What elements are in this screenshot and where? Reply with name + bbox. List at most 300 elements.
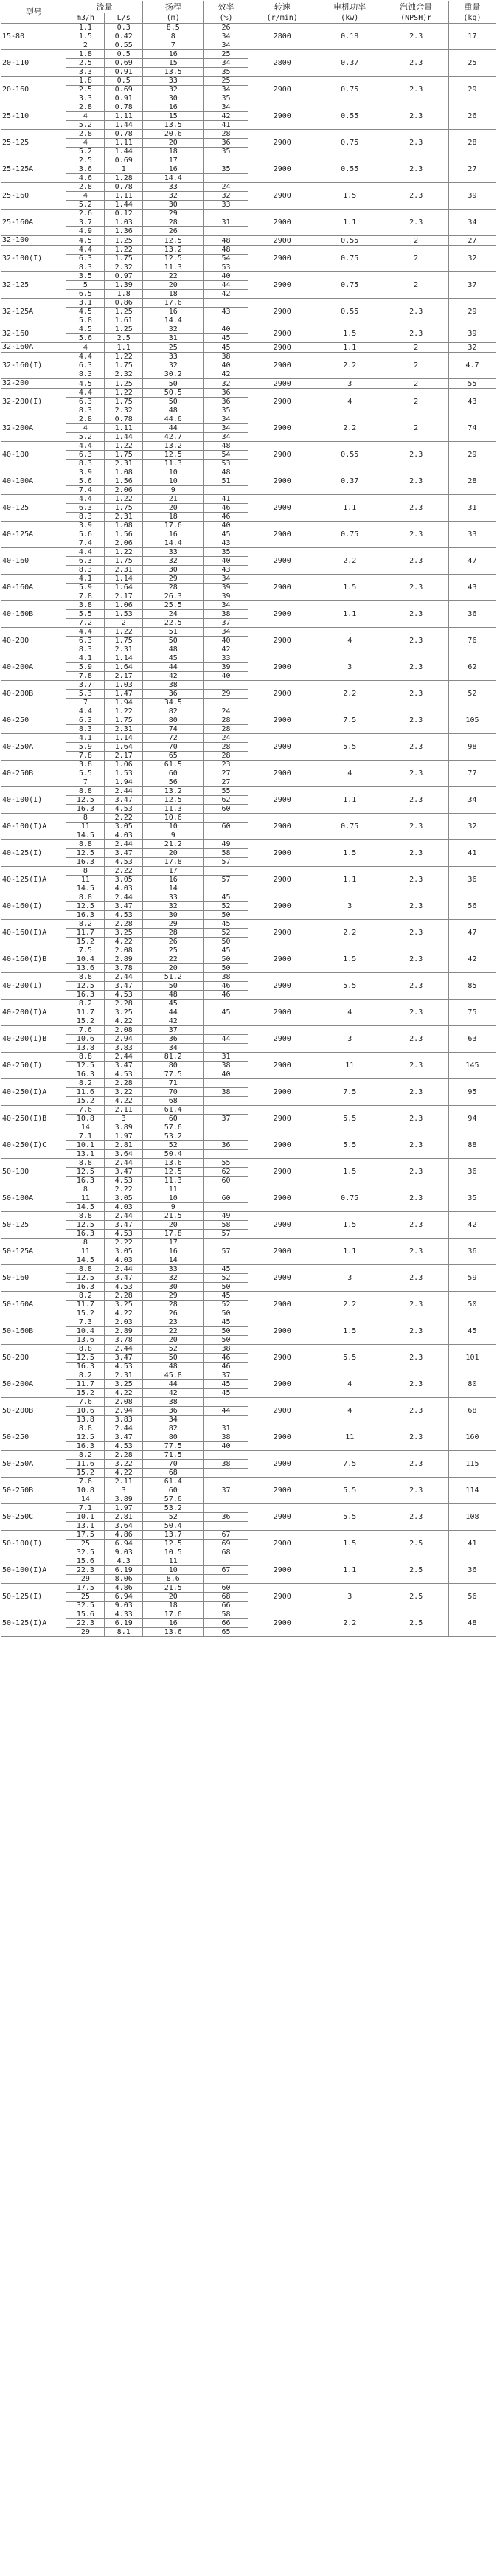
flow-ls-cell: 8.1 — [105, 1628, 143, 1637]
speed-cell: 2900 — [248, 1132, 316, 1159]
flow-ls-cell: 0.69 — [105, 86, 143, 94]
flow-ls-cell: 2.28 — [105, 1079, 143, 1088]
table-row — [1, 814, 496, 823]
model-cell: 40-200A — [1, 654, 66, 681]
efficiency-cell — [204, 486, 248, 495]
efficiency-cell: 43 — [204, 308, 248, 316]
npsh-cell: 2.3 — [383, 442, 448, 468]
flow-ls-cell: 1.56 — [105, 477, 143, 486]
weight-cell: 26 — [448, 103, 496, 130]
head-cell: 31 — [143, 334, 204, 343]
head-cell: 50.5 — [143, 389, 204, 398]
weight-cell: 4.7 — [448, 353, 496, 379]
efficiency-cell — [204, 814, 248, 823]
head-cell: 26 — [143, 938, 204, 946]
flow-m3h-cell: 8.2 — [66, 1451, 105, 1460]
weight-cell: 68 — [448, 1398, 496, 1424]
table-row — [1, 628, 496, 637]
weight-cell: 95 — [448, 1079, 496, 1106]
power-cell: 1.1 — [316, 1557, 383, 1584]
head-cell: 48 — [143, 406, 204, 415]
efficiency-cell — [204, 1185, 248, 1194]
flow-m3h-cell: 2.6 — [66, 210, 105, 218]
head-cell: 10 — [143, 1194, 204, 1203]
model-cell: 50-125A — [1, 1239, 66, 1265]
head-cell: 28 — [143, 1301, 204, 1309]
npsh-cell: 2.3 — [383, 1053, 448, 1079]
head-cell: 29 — [143, 1292, 204, 1301]
flow-ls-cell: 2.32 — [105, 370, 143, 379]
head-cell: 21.5 — [143, 1212, 204, 1221]
npsh-cell: 2.3 — [383, 1371, 448, 1398]
pump-spec-table — [1, 1, 496, 1637]
efficiency-cell — [204, 1000, 248, 1008]
power-cell: 0.75 — [316, 522, 383, 548]
head-cell: 11 — [143, 1557, 204, 1566]
flow-m3h-cell: 2.5 — [66, 156, 105, 165]
model-cell: 20-110 — [1, 50, 66, 77]
flow-m3h-cell: 10.6 — [66, 1035, 105, 1044]
head-cell: 44 — [143, 1008, 204, 1017]
flow-m3h-cell: 7.4 — [66, 486, 105, 495]
efficiency-cell — [204, 316, 248, 325]
flow-m3h-cell: 2.8 — [66, 183, 105, 192]
speed-cell: 2900 — [248, 973, 316, 1000]
efficiency-cell: 35 — [204, 148, 248, 156]
efficiency-cell: 40 — [204, 522, 248, 530]
head-cell: 28 — [143, 584, 204, 592]
efficiency-cell: 45 — [204, 920, 248, 929]
flow-ls-cell: 2.31 — [105, 460, 143, 468]
header-power: 电机功率 — [316, 1, 383, 13]
flow-ls-cell: 6.19 — [105, 1619, 143, 1628]
flow-m3h-cell: 12.5 — [66, 1168, 105, 1177]
model-cell: 40-125 — [1, 495, 66, 522]
head-cell: 32 — [143, 86, 204, 94]
speed-cell: 2900 — [248, 468, 316, 495]
flow-ls-cell: 1.97 — [105, 1504, 143, 1513]
unit-weight: (kg) — [448, 13, 496, 24]
flow-m3h-cell: 17.5 — [66, 1584, 105, 1593]
speed-cell: 2900 — [248, 103, 316, 130]
head-cell: 13.5 — [143, 68, 204, 77]
flow-m3h-cell: 10.1 — [66, 1141, 105, 1150]
head-cell: 16 — [143, 308, 204, 316]
head-cell: 13.6 — [143, 1159, 204, 1168]
table-row — [1, 343, 496, 353]
flow-m3h-cell: 4.1 — [66, 734, 105, 743]
efficiency-cell: 33 — [204, 201, 248, 210]
flow-ls-cell: 4.53 — [105, 858, 143, 867]
model-cell: 50-250 — [1, 1424, 66, 1451]
head-cell: 18 — [143, 1602, 204, 1610]
table-row — [1, 325, 496, 334]
flow-m3h-cell: 4.9 — [66, 227, 105, 236]
model-cell: 50-100 — [1, 1159, 66, 1185]
speed-cell: 2900 — [248, 389, 316, 415]
flow-ls-cell: 1.97 — [105, 1132, 143, 1141]
flow-m3h-cell: 8 — [66, 867, 105, 876]
weight-cell: 77 — [448, 761, 496, 787]
speed-cell: 2900 — [248, 1557, 316, 1584]
weight-cell: 34 — [448, 787, 496, 814]
flow-ls-cell: 0.97 — [105, 272, 143, 281]
flow-m3h-cell: 3.1 — [66, 299, 105, 308]
table-row — [1, 1106, 496, 1115]
head-cell: 9 — [143, 486, 204, 495]
flow-m3h-cell: 32.5 — [66, 1548, 105, 1557]
efficiency-cell: 40 — [204, 1442, 248, 1451]
flow-ls-cell: 1.36 — [105, 227, 143, 236]
model-cell: 40-160B — [1, 601, 66, 628]
flow-m3h-cell: 3.7 — [66, 218, 105, 227]
flow-m3h-cell: 1.5 — [66, 32, 105, 41]
head-cell: 14.4 — [143, 174, 204, 183]
head-cell: 12.5 — [143, 451, 204, 460]
head-cell: 32 — [143, 325, 204, 334]
efficiency-cell: 55 — [204, 787, 248, 796]
head-cell: 12.5 — [143, 1168, 204, 1177]
flow-ls-cell: 1.22 — [105, 495, 143, 504]
efficiency-cell: 66 — [204, 1602, 248, 1610]
header-head: 扬程 — [143, 1, 204, 13]
npsh-cell: 2.3 — [383, 601, 448, 628]
power-cell: 0.75 — [316, 814, 383, 840]
efficiency-cell: 34 — [204, 575, 248, 584]
head-cell: 32 — [143, 192, 204, 201]
flow-ls-cell: 0.91 — [105, 94, 143, 103]
head-cell: 18 — [143, 513, 204, 522]
flow-ls-cell: 1.94 — [105, 699, 143, 707]
weight-cell: 29 — [448, 299, 496, 325]
table-row — [1, 1584, 496, 1593]
power-cell: 1.1 — [316, 343, 383, 353]
head-cell: 10.6 — [143, 814, 204, 823]
flow-ls-cell: 1.39 — [105, 281, 143, 290]
head-cell: 42 — [143, 1389, 204, 1398]
flow-m3h-cell: 16.3 — [66, 1230, 105, 1239]
speed-cell: 2900 — [248, 1026, 316, 1053]
flow-ls-cell: 3.47 — [105, 1274, 143, 1283]
flow-ls-cell: 3.78 — [105, 1336, 143, 1345]
head-cell: 12.5 — [143, 1540, 204, 1548]
flow-ls-cell: 2.03 — [105, 1318, 143, 1327]
flow-ls-cell: 3.89 — [105, 1495, 143, 1504]
efficiency-cell: 68 — [204, 1548, 248, 1557]
flow-ls-cell: 1.11 — [105, 424, 143, 433]
head-cell: 26 — [143, 1309, 204, 1318]
efficiency-cell: 43 — [204, 539, 248, 548]
head-cell: 13.7 — [143, 1531, 204, 1540]
model-cell: 50-125 — [1, 1212, 66, 1239]
flow-ls-cell: 2.11 — [105, 1106, 143, 1115]
weight-cell: 160 — [448, 1424, 496, 1451]
head-cell: 70 — [143, 743, 204, 752]
efficiency-cell: 42 — [204, 645, 248, 654]
flow-m3h-cell: 2.5 — [66, 59, 105, 68]
flow-m3h-cell: 5.6 — [66, 334, 105, 343]
efficiency-cell — [204, 681, 248, 690]
npsh-cell: 2.3 — [383, 867, 448, 893]
weight-cell: 32 — [448, 814, 496, 840]
speed-cell: 2900 — [248, 77, 316, 103]
efficiency-cell: 45 — [204, 1389, 248, 1398]
head-cell: 53.2 — [143, 1504, 204, 1513]
weight-cell: 47 — [448, 548, 496, 575]
flow-ls-cell: 3.05 — [105, 876, 143, 884]
flow-m3h-cell: 5 — [66, 281, 105, 290]
header-speed: 转速 — [248, 1, 316, 13]
efficiency-cell: 23 — [204, 761, 248, 769]
flow-ls-cell: 2.94 — [105, 1407, 143, 1416]
flow-ls-cell: 3.47 — [105, 1168, 143, 1177]
flow-ls-cell: 3.64 — [105, 1522, 143, 1531]
table-row — [1, 495, 496, 504]
efficiency-cell — [204, 1044, 248, 1053]
npsh-cell: 2.3 — [383, 1185, 448, 1212]
efficiency-cell: 55 — [204, 1159, 248, 1168]
flow-m3h-cell: 8.2 — [66, 1000, 105, 1008]
flow-m3h-cell: 4.1 — [66, 575, 105, 584]
flow-ls-cell: 4.03 — [105, 884, 143, 893]
head-cell: 51 — [143, 628, 204, 637]
efficiency-cell: 62 — [204, 1168, 248, 1177]
speed-cell: 2900 — [248, 1371, 316, 1398]
speed-cell: 2900 — [248, 415, 316, 442]
power-cell: 5.5 — [316, 1478, 383, 1504]
speed-cell: 2900 — [248, 1079, 316, 1106]
head-cell: 16 — [143, 1247, 204, 1256]
flow-ls-cell: 4.33 — [105, 1610, 143, 1619]
power-cell: 2.2 — [316, 1292, 383, 1318]
efficiency-cell: 40 — [204, 637, 248, 645]
flow-ls-cell: 0.3 — [105, 24, 143, 32]
efficiency-cell: 38 — [204, 1088, 248, 1097]
model-cell: 20-160 — [1, 77, 66, 103]
weight-cell: 25 — [448, 50, 496, 77]
flow-ls-cell: 0.78 — [105, 183, 143, 192]
head-cell: 42 — [143, 672, 204, 681]
efficiency-cell: 52 — [204, 929, 248, 938]
flow-m3h-cell: 4 — [66, 139, 105, 148]
weight-cell: 74 — [448, 415, 496, 442]
npsh-cell: 2.3 — [383, 299, 448, 325]
head-cell: 14.4 — [143, 539, 204, 548]
flow-m3h-cell: 8.8 — [66, 840, 105, 849]
flow-ls-cell: 3.25 — [105, 1301, 143, 1309]
flow-m3h-cell: 2.8 — [66, 415, 105, 424]
flow-ls-cell: 2.28 — [105, 1000, 143, 1008]
npsh-cell: 2.3 — [383, 50, 448, 77]
flow-m3h-cell: 25 — [66, 1540, 105, 1548]
model-cell: 40-250(I)B — [1, 1106, 66, 1132]
npsh-cell: 2 — [383, 415, 448, 442]
flow-ls-cell: 2.44 — [105, 1212, 143, 1221]
efficiency-cell: 45 — [204, 1008, 248, 1017]
head-cell: 12.5 — [143, 255, 204, 263]
efficiency-cell: 27 — [204, 769, 248, 778]
model-cell: 32-160(I) — [1, 353, 66, 379]
head-cell: 7 — [143, 41, 204, 50]
speed-cell: 2900 — [248, 1212, 316, 1239]
efficiency-cell: 48 — [204, 468, 248, 477]
flow-m3h-cell: 2.8 — [66, 130, 105, 139]
weight-cell: 42 — [448, 946, 496, 973]
flow-ls-cell: 1.44 — [105, 433, 143, 442]
speed-cell: 2900 — [248, 814, 316, 840]
flow-ls-cell: 4.03 — [105, 1256, 143, 1265]
power-cell: 4 — [316, 628, 383, 654]
speed-cell: 2900 — [248, 1584, 316, 1610]
head-cell: 38 — [143, 1398, 204, 1407]
model-cell: 25-110 — [1, 103, 66, 130]
pump-table-body — [1, 24, 496, 1637]
flow-ls-cell: 1.11 — [105, 139, 143, 148]
power-cell: 0.55 — [316, 156, 383, 183]
flow-ls-cell: 2.31 — [105, 1371, 143, 1380]
power-cell: 1.1 — [316, 867, 383, 893]
flow-ls-cell: 2.32 — [105, 263, 143, 272]
weight-cell: 114 — [448, 1478, 496, 1504]
npsh-cell: 2.3 — [383, 468, 448, 495]
table-row — [1, 1239, 496, 1247]
weight-cell: 98 — [448, 734, 496, 761]
flow-m3h-cell: 7.8 — [66, 752, 105, 761]
speed-cell: 2900 — [248, 1239, 316, 1265]
efficiency-cell: 57 — [204, 1230, 248, 1239]
power-cell: 7.5 — [316, 1079, 383, 1106]
head-cell: 30 — [143, 201, 204, 210]
head-cell: 42 — [143, 1017, 204, 1026]
head-cell: 17.6 — [143, 299, 204, 308]
efficiency-cell: 50 — [204, 1309, 248, 1318]
efficiency-cell: 25 — [204, 50, 248, 59]
weight-cell: 27 — [448, 236, 496, 246]
head-cell: 25 — [143, 946, 204, 955]
flow-m3h-cell: 7 — [66, 699, 105, 707]
flow-m3h-cell: 8.8 — [66, 1053, 105, 1062]
flow-ls-cell: 1.28 — [105, 174, 143, 183]
flow-ls-cell: 0.91 — [105, 68, 143, 77]
flow-m3h-cell: 3.5 — [66, 272, 105, 281]
table-row — [1, 210, 496, 218]
npsh-cell: 2.3 — [383, 103, 448, 130]
head-cell: 44 — [143, 663, 204, 672]
flow-ls-cell: 3.05 — [105, 1194, 143, 1203]
flow-m3h-cell: 14 — [66, 1495, 105, 1504]
head-cell: 30 — [143, 911, 204, 920]
head-cell: 34.5 — [143, 699, 204, 707]
efficiency-cell — [204, 884, 248, 893]
efficiency-cell — [204, 1495, 248, 1504]
power-cell: 3 — [316, 379, 383, 389]
header-weight: 重量 — [448, 1, 496, 13]
speed-cell: 2900 — [248, 522, 316, 548]
table-row — [1, 24, 496, 32]
flow-ls-cell: 2.06 — [105, 486, 143, 495]
power-cell: 1.1 — [316, 495, 383, 522]
weight-cell: 56 — [448, 1584, 496, 1610]
efficiency-cell: 38 — [204, 1433, 248, 1442]
head-cell: 16 — [143, 530, 204, 539]
efficiency-cell: 46 — [204, 1354, 248, 1363]
table-row — [1, 130, 496, 139]
flow-m3h-cell: 8.8 — [66, 973, 105, 982]
table-row — [1, 246, 496, 255]
efficiency-cell: 24 — [204, 183, 248, 192]
efficiency-cell: 66 — [204, 1619, 248, 1628]
flow-m3h-cell: 6.3 — [66, 637, 105, 645]
unit-npsh: (NPSH)r — [383, 13, 448, 24]
flow-ls-cell: 1.64 — [105, 584, 143, 592]
flow-m3h-cell: 6.3 — [66, 398, 105, 406]
weight-cell: 34 — [448, 210, 496, 236]
weight-cell: 105 — [448, 707, 496, 734]
head-cell: 10.5 — [143, 1548, 204, 1557]
flow-m3h-cell: 4 — [66, 424, 105, 433]
efficiency-cell: 57 — [204, 1247, 248, 1256]
flow-m3h-cell: 5.2 — [66, 121, 105, 130]
efficiency-cell — [204, 699, 248, 707]
head-cell: 16 — [143, 876, 204, 884]
power-cell: 4 — [316, 1398, 383, 1424]
head-cell: 26 — [143, 227, 204, 236]
efficiency-cell — [204, 867, 248, 876]
power-cell: 0.75 — [316, 246, 383, 272]
flow-ls-cell: 9.03 — [105, 1548, 143, 1557]
head-cell: 25 — [143, 343, 204, 353]
flow-ls-cell: 0.55 — [105, 41, 143, 50]
flow-m3h-cell: 15.2 — [66, 1017, 105, 1026]
power-cell: 3 — [316, 1265, 383, 1292]
flow-ls-cell: 3.25 — [105, 929, 143, 938]
table-row — [1, 946, 496, 955]
flow-ls-cell: 2.31 — [105, 645, 143, 654]
efficiency-cell: 35 — [204, 548, 248, 557]
efficiency-cell: 24 — [204, 734, 248, 743]
flow-m3h-cell: 4.4 — [66, 389, 105, 398]
head-cell: 82 — [143, 707, 204, 716]
efficiency-cell: 54 — [204, 255, 248, 263]
head-cell: 28 — [143, 929, 204, 938]
table-row — [1, 1424, 496, 1433]
head-cell: 11.3 — [143, 805, 204, 814]
head-cell: 80 — [143, 716, 204, 725]
weight-cell: 75 — [448, 1000, 496, 1026]
flow-ls-cell: 1.94 — [105, 778, 143, 787]
power-cell: 1.5 — [316, 946, 383, 973]
table-row — [1, 575, 496, 584]
efficiency-cell: 26 — [204, 24, 248, 32]
model-cell: 40-250(I)A — [1, 1079, 66, 1106]
flow-ls-cell: 4.86 — [105, 1584, 143, 1593]
head-cell: 68 — [143, 1469, 204, 1478]
flow-m3h-cell: 3.6 — [66, 165, 105, 174]
weight-cell: 36 — [448, 867, 496, 893]
flow-ls-cell: 4.3 — [105, 1557, 143, 1566]
flow-ls-cell: 2.06 — [105, 539, 143, 548]
model-cell: 40-160(I) — [1, 893, 66, 920]
weight-cell: 115 — [448, 1451, 496, 1478]
flow-ls-cell: 1.53 — [105, 769, 143, 778]
head-cell: 15 — [143, 112, 204, 121]
unit-flow-ls: L/s — [105, 13, 143, 24]
head-cell: 33 — [143, 548, 204, 557]
flow-m3h-cell: 3.7 — [66, 681, 105, 690]
efficiency-cell — [204, 1017, 248, 1026]
speed-cell: 2800 — [248, 24, 316, 50]
npsh-cell: 2.3 — [383, 893, 448, 920]
